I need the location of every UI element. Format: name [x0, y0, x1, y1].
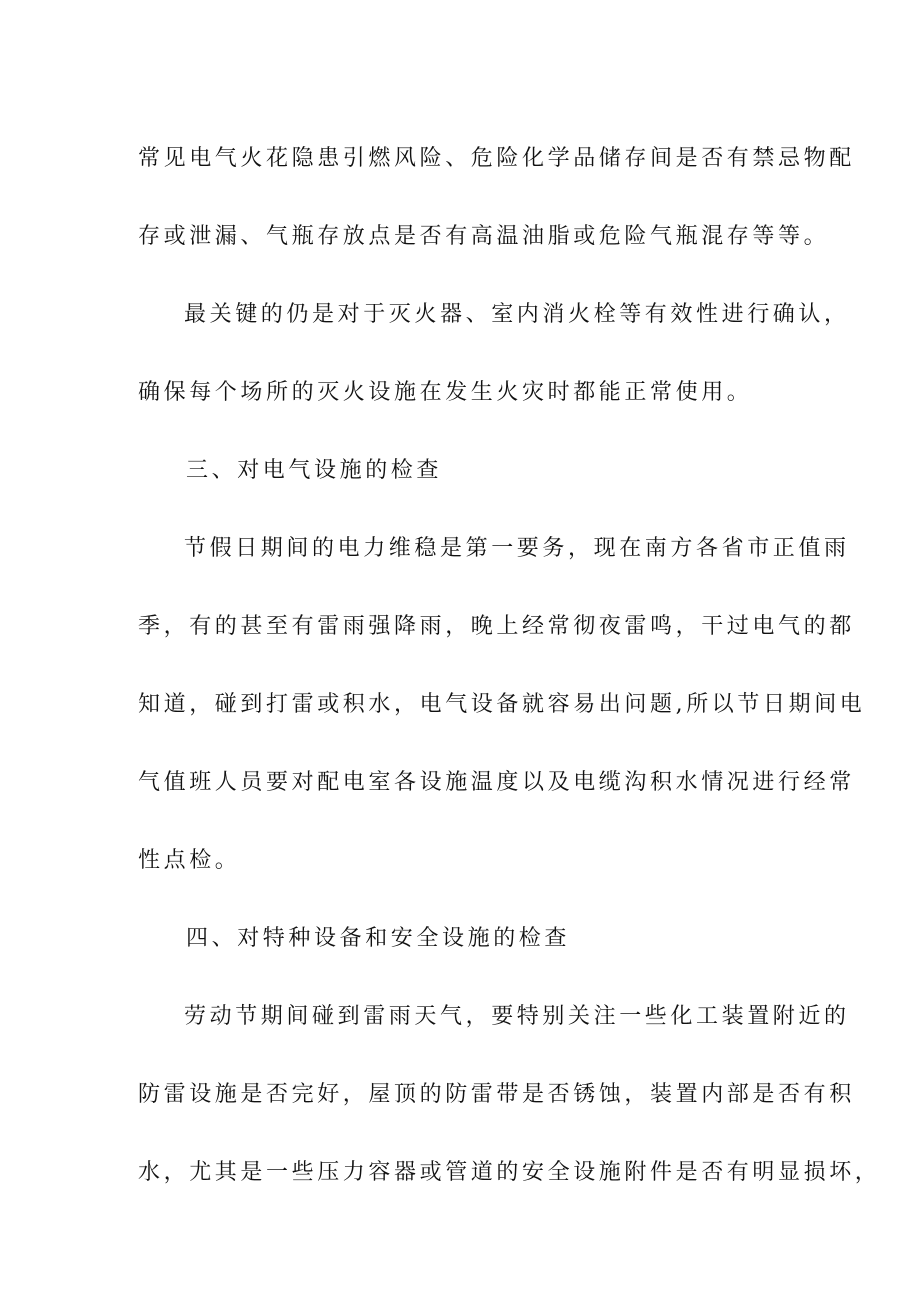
paragraph-line: 最关键的仍是对于灭火器、室内消火栓等有效性进行确认，: [184, 302, 850, 327]
section-heading-electrical: 三、对电气设施的检查: [186, 458, 443, 483]
paragraph-line: 性点检。: [138, 848, 241, 873]
paragraph-line: 确保每个场所的灭火设施在发生火灾时都能正常使用。: [138, 380, 753, 405]
section-heading-special-equipment: 四、对特种设备和安全设施的检查: [186, 926, 571, 951]
paragraph-line: 常见电气火花隐患引燃风险、危险化学品储存间是否有禁忌物配: [138, 146, 855, 171]
paragraph-line: 知道，碰到打雷或积水，电气设备就容易出问题,所以节日期间电: [138, 692, 866, 717]
paragraph-line: 水，尤其是一些压力容器或管道的安全设施附件是否有明显损坏，: [138, 1160, 881, 1185]
paragraph-line: 气值班人员要对配电室各设施温度以及电缆沟积水情况进行经常: [138, 770, 855, 795]
paragraph-line: 防雷设施是否完好，屋顶的防雷带是否锈蚀，装置内部是否有积: [138, 1082, 855, 1107]
paragraph-line: 劳动节期间碰到雷雨天气，要特别关注一些化工装置附近的: [184, 1004, 850, 1029]
paragraph-line: 季，有的甚至有雷雨强降雨，晚上经常彻夜雷鸣，干过电气的都: [138, 614, 855, 639]
document-body: [138, 146, 881, 1238]
paragraph-line: 存或泄漏、气瓶存放点是否有高温油脂或危险气瓶混存等等。: [138, 224, 830, 249]
paragraph-line: 节假日期间的电力维稳是第一要务，现在南方各省市正值雨: [184, 536, 850, 561]
